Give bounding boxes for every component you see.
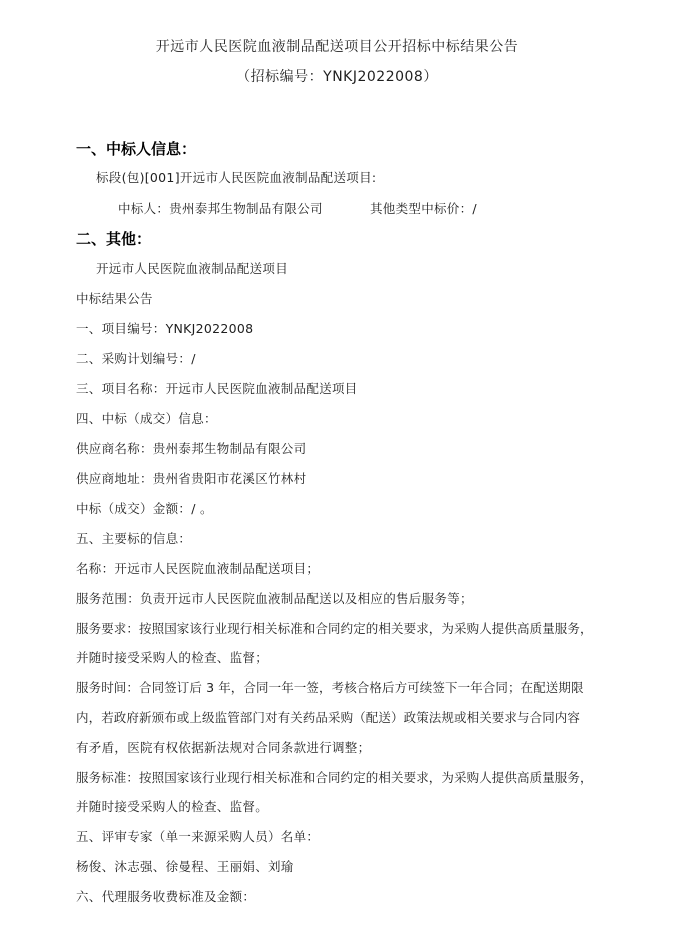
body-line: 供应商地址：贵州省贵阳市花溪区竹林村 bbox=[76, 471, 307, 486]
body-line: 杨俊、沐志强、徐曼程、王丽娟、刘瑜 bbox=[76, 859, 294, 874]
section-heading-other: 二、其他： bbox=[76, 230, 152, 248]
body-line: 内，若政府新颁布或上级监管部门对有关药品采购（配送）政策法规或相关要求与合同内容 bbox=[76, 710, 581, 725]
winner-line: 中标人：贵州泰邦生物制品有限公司 bbox=[118, 201, 323, 216]
body-line: 五、主要标的信息： bbox=[76, 531, 192, 546]
body-line: 二、采购计划编号：/ bbox=[76, 351, 196, 366]
body-line: 中标（成交）金额：/ 。 bbox=[76, 501, 213, 516]
page-title: 开远市人民医院血液制品配送项目公开招标中标结果公告 bbox=[155, 39, 519, 55]
body-line: 三、项目名称：开远市人民医院血液制品配送项目 bbox=[76, 381, 358, 396]
body-line: 开远市人民医院血液制品配送项目 bbox=[96, 261, 289, 276]
other-price-line: 其他类型中标价：/ bbox=[370, 201, 477, 216]
lot-line: 标段(包)[001]开远市人民医院血液制品配送项目: bbox=[96, 170, 377, 185]
body-line: 并随时接受采购人的检查、监督。 bbox=[76, 799, 269, 814]
body-line: 六、代理服务收费标准及金额： bbox=[76, 889, 256, 904]
body-line: 名称：开远市人民医院血液制品配送项目； bbox=[76, 561, 320, 576]
body-line: 服务时间：合同签订后 3 年，合同一年一签，考核合格后方可续签下一年合同；在配送期限 bbox=[76, 680, 584, 695]
body-line: 一、项目编号：YNKJ2022008 bbox=[76, 321, 254, 336]
body-line: 服务标准：按照国家该行业现行相关标准和合同约定的相关要求，为采购人提供高质量服务， bbox=[76, 770, 593, 785]
body-line: 并随时接受采购人的检查、监督； bbox=[76, 650, 269, 665]
body-line: 服务范围：负责开远市人民医院血液制品配送以及相应的售后服务等； bbox=[76, 591, 473, 606]
body-line: 供应商名称：贵州泰邦生物制品有限公司 bbox=[76, 441, 307, 456]
section-heading-winner-info: 一、中标人信息： bbox=[76, 140, 197, 158]
body-line: 四、中标（成交）信息： bbox=[76, 411, 217, 426]
body-line: 有矛盾，医院有权依据新法规对合同条款进行调整； bbox=[76, 740, 371, 755]
body-line: 服务要求：按照国家该行业现行相关标准和合同约定的相关要求，为采购人提供高质量服务， bbox=[76, 621, 593, 636]
body-line: 中标结果公告 bbox=[76, 291, 153, 306]
tender-code: （招标编号：YNKJ2022008） bbox=[236, 69, 438, 85]
body-line: 五、评审专家（单一来源采购人员）名单： bbox=[76, 829, 320, 844]
